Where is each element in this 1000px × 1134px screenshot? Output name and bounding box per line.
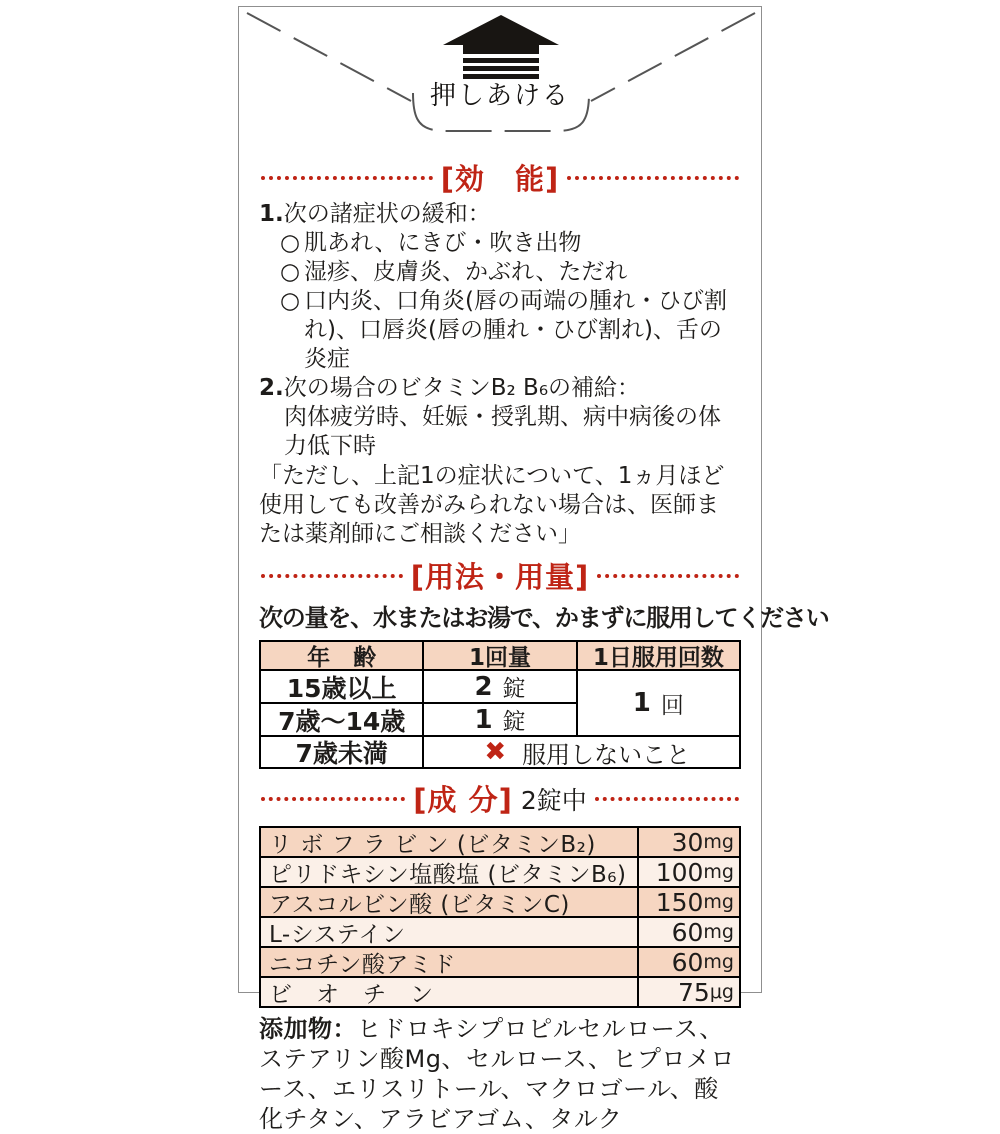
item-number: 2. bbox=[259, 375, 284, 401]
circle-bullet-icon: ○ bbox=[280, 230, 301, 256]
amount-number: 75 bbox=[678, 977, 710, 1007]
efficacy-bullet-1 bbox=[259, 229, 741, 258]
efficacy-note: 「ただし、上記1の症状について、1ヵ月ほど使用しても改善がみられない場合は、医師または薬剤師にご相談ください」 bbox=[259, 463, 725, 547]
item-number: 1. bbox=[259, 201, 284, 227]
ingredient-name: ピリドキシン塩酸塩 (ビタミンB₆) bbox=[261, 858, 637, 886]
ingredient-name: アスコルビン酸 (ビタミンC) bbox=[261, 888, 637, 916]
amount-number: 60 bbox=[671, 947, 704, 977]
dotted-leader bbox=[261, 574, 403, 578]
dose-unit: 錠 bbox=[502, 709, 526, 735]
carton-panel bbox=[238, 6, 829, 1133]
amount-unit: mg bbox=[703, 890, 734, 913]
efficacy-bullet-2 bbox=[259, 258, 741, 287]
efficacy-item-1 bbox=[259, 200, 741, 229]
dose-unit: 錠 bbox=[502, 676, 526, 702]
dosage-amount-7to14 bbox=[424, 704, 575, 735]
amount-number: 100 bbox=[655, 857, 704, 887]
additives-paragraph bbox=[259, 1014, 741, 1134]
dosage-amount-15plus bbox=[424, 671, 575, 702]
daily-times-unit: 回 bbox=[660, 692, 684, 719]
dotted-leader bbox=[597, 574, 739, 578]
dosage-section-heading bbox=[261, 555, 739, 596]
ingredient-amount bbox=[639, 828, 739, 856]
circle-bullet-icon: ○ bbox=[280, 288, 301, 314]
bullet-text: 口内炎、口角炎(唇の両端の腫れ・ひび割れ)、口唇炎(唇の腫れ・ひび割れ)、舌の炎症 bbox=[304, 288, 727, 372]
efficacy-item-2 bbox=[259, 374, 741, 403]
dotted-leader bbox=[261, 176, 433, 180]
dosage-col-header-daily-times: 1日服用回数 bbox=[578, 642, 739, 669]
item-title: 次の場合のビタミンB₂ B₆の補給： bbox=[283, 375, 641, 401]
dosage-age-7to14: 7歳～14歳 bbox=[261, 704, 422, 735]
opening-flap bbox=[239, 7, 761, 157]
circle-bullet-icon: ○ bbox=[280, 259, 301, 285]
dose-number: 2 bbox=[474, 671, 493, 702]
ingredient-amount bbox=[639, 918, 739, 946]
dotted-leader bbox=[567, 176, 739, 180]
amount-number: 150 bbox=[655, 887, 704, 917]
red-x-icon: ✖ bbox=[484, 737, 507, 767]
amount-unit: mg bbox=[703, 920, 734, 943]
dotted-leader bbox=[595, 797, 739, 801]
dotted-leader bbox=[261, 797, 405, 801]
label-content bbox=[239, 157, 829, 1134]
dosage-under7-prohibited bbox=[424, 737, 739, 767]
ingredients-section-heading bbox=[261, 778, 739, 819]
dosage-col-header-per-dose: 1回量 bbox=[424, 642, 575, 669]
daily-times-number: 1 bbox=[632, 688, 651, 718]
ingredient-amount bbox=[639, 858, 739, 886]
efficacy-bullet-3 bbox=[259, 287, 741, 374]
push-open-label: 押しあける bbox=[429, 81, 570, 111]
ingredient-name: ビ オ チ ン bbox=[261, 978, 637, 1006]
ingredient-name: L-システイン bbox=[261, 918, 637, 946]
efficacy-body bbox=[259, 200, 741, 549]
dosage-age-15plus: 15歳以上 bbox=[261, 671, 422, 702]
ingredient-name: リ ボ フ ラ ビ ン (ビタミンB₂) bbox=[261, 828, 637, 856]
ingredients-table bbox=[259, 826, 741, 1008]
dose-number: 1 bbox=[474, 704, 493, 735]
bullet-text: 湿疹、皮膚炎、かぶれ、ただれ bbox=[304, 259, 628, 285]
dosage-table bbox=[259, 640, 741, 769]
additives-list: ヒドロキシプロピルセルロース、ステアリン酸Mg、セルロース、ヒプロメロース、エリスリトール、マクロゴール、酸化チタン、アラビアゴム、タルク bbox=[259, 1015, 736, 1133]
ingredient-amount bbox=[639, 948, 739, 976]
amount-unit: mg bbox=[703, 830, 734, 853]
dosage-heading-text: [用法・用量] bbox=[410, 560, 590, 594]
amount-number: 30 bbox=[671, 827, 704, 857]
ingredient-amount bbox=[639, 888, 739, 916]
amount-unit: mg bbox=[703, 950, 734, 973]
dosage-col-header-age: 年 齢 bbox=[261, 642, 422, 669]
amount-unit: μg bbox=[709, 980, 734, 1003]
push-up-arrow-icon bbox=[443, 15, 559, 79]
efficacy-heading-text: [効 能] bbox=[440, 162, 560, 196]
amount-unit: mg bbox=[703, 860, 734, 883]
dosage-instruction: 次の量を、水またはお湯で、かまずに服用してください bbox=[259, 604, 829, 632]
item-title: 次の諸症状の緩和： bbox=[283, 201, 491, 227]
efficacy-section-heading bbox=[261, 157, 739, 198]
per-two-tablets-text: 2錠中 bbox=[520, 785, 587, 815]
ingredient-amount bbox=[639, 978, 739, 1006]
ingredients-heading-text: [成 分] bbox=[413, 783, 513, 817]
dosage-daily-times-cell bbox=[578, 671, 739, 735]
efficacy-item-2-body: 肉体疲労時、妊娠・授乳期、病中病後の体力低下時 bbox=[284, 404, 721, 459]
do-not-take-text: 服用しないこと bbox=[522, 740, 691, 769]
additives-label: 添加物： bbox=[259, 1015, 357, 1043]
bullet-text: 肌あれ、にきび・吹き出物 bbox=[304, 230, 582, 256]
amount-number: 60 bbox=[671, 917, 704, 947]
ingredient-name: ニコチン酸アミド bbox=[261, 948, 637, 976]
dosage-age-under7: 7歳未満 bbox=[261, 737, 422, 767]
